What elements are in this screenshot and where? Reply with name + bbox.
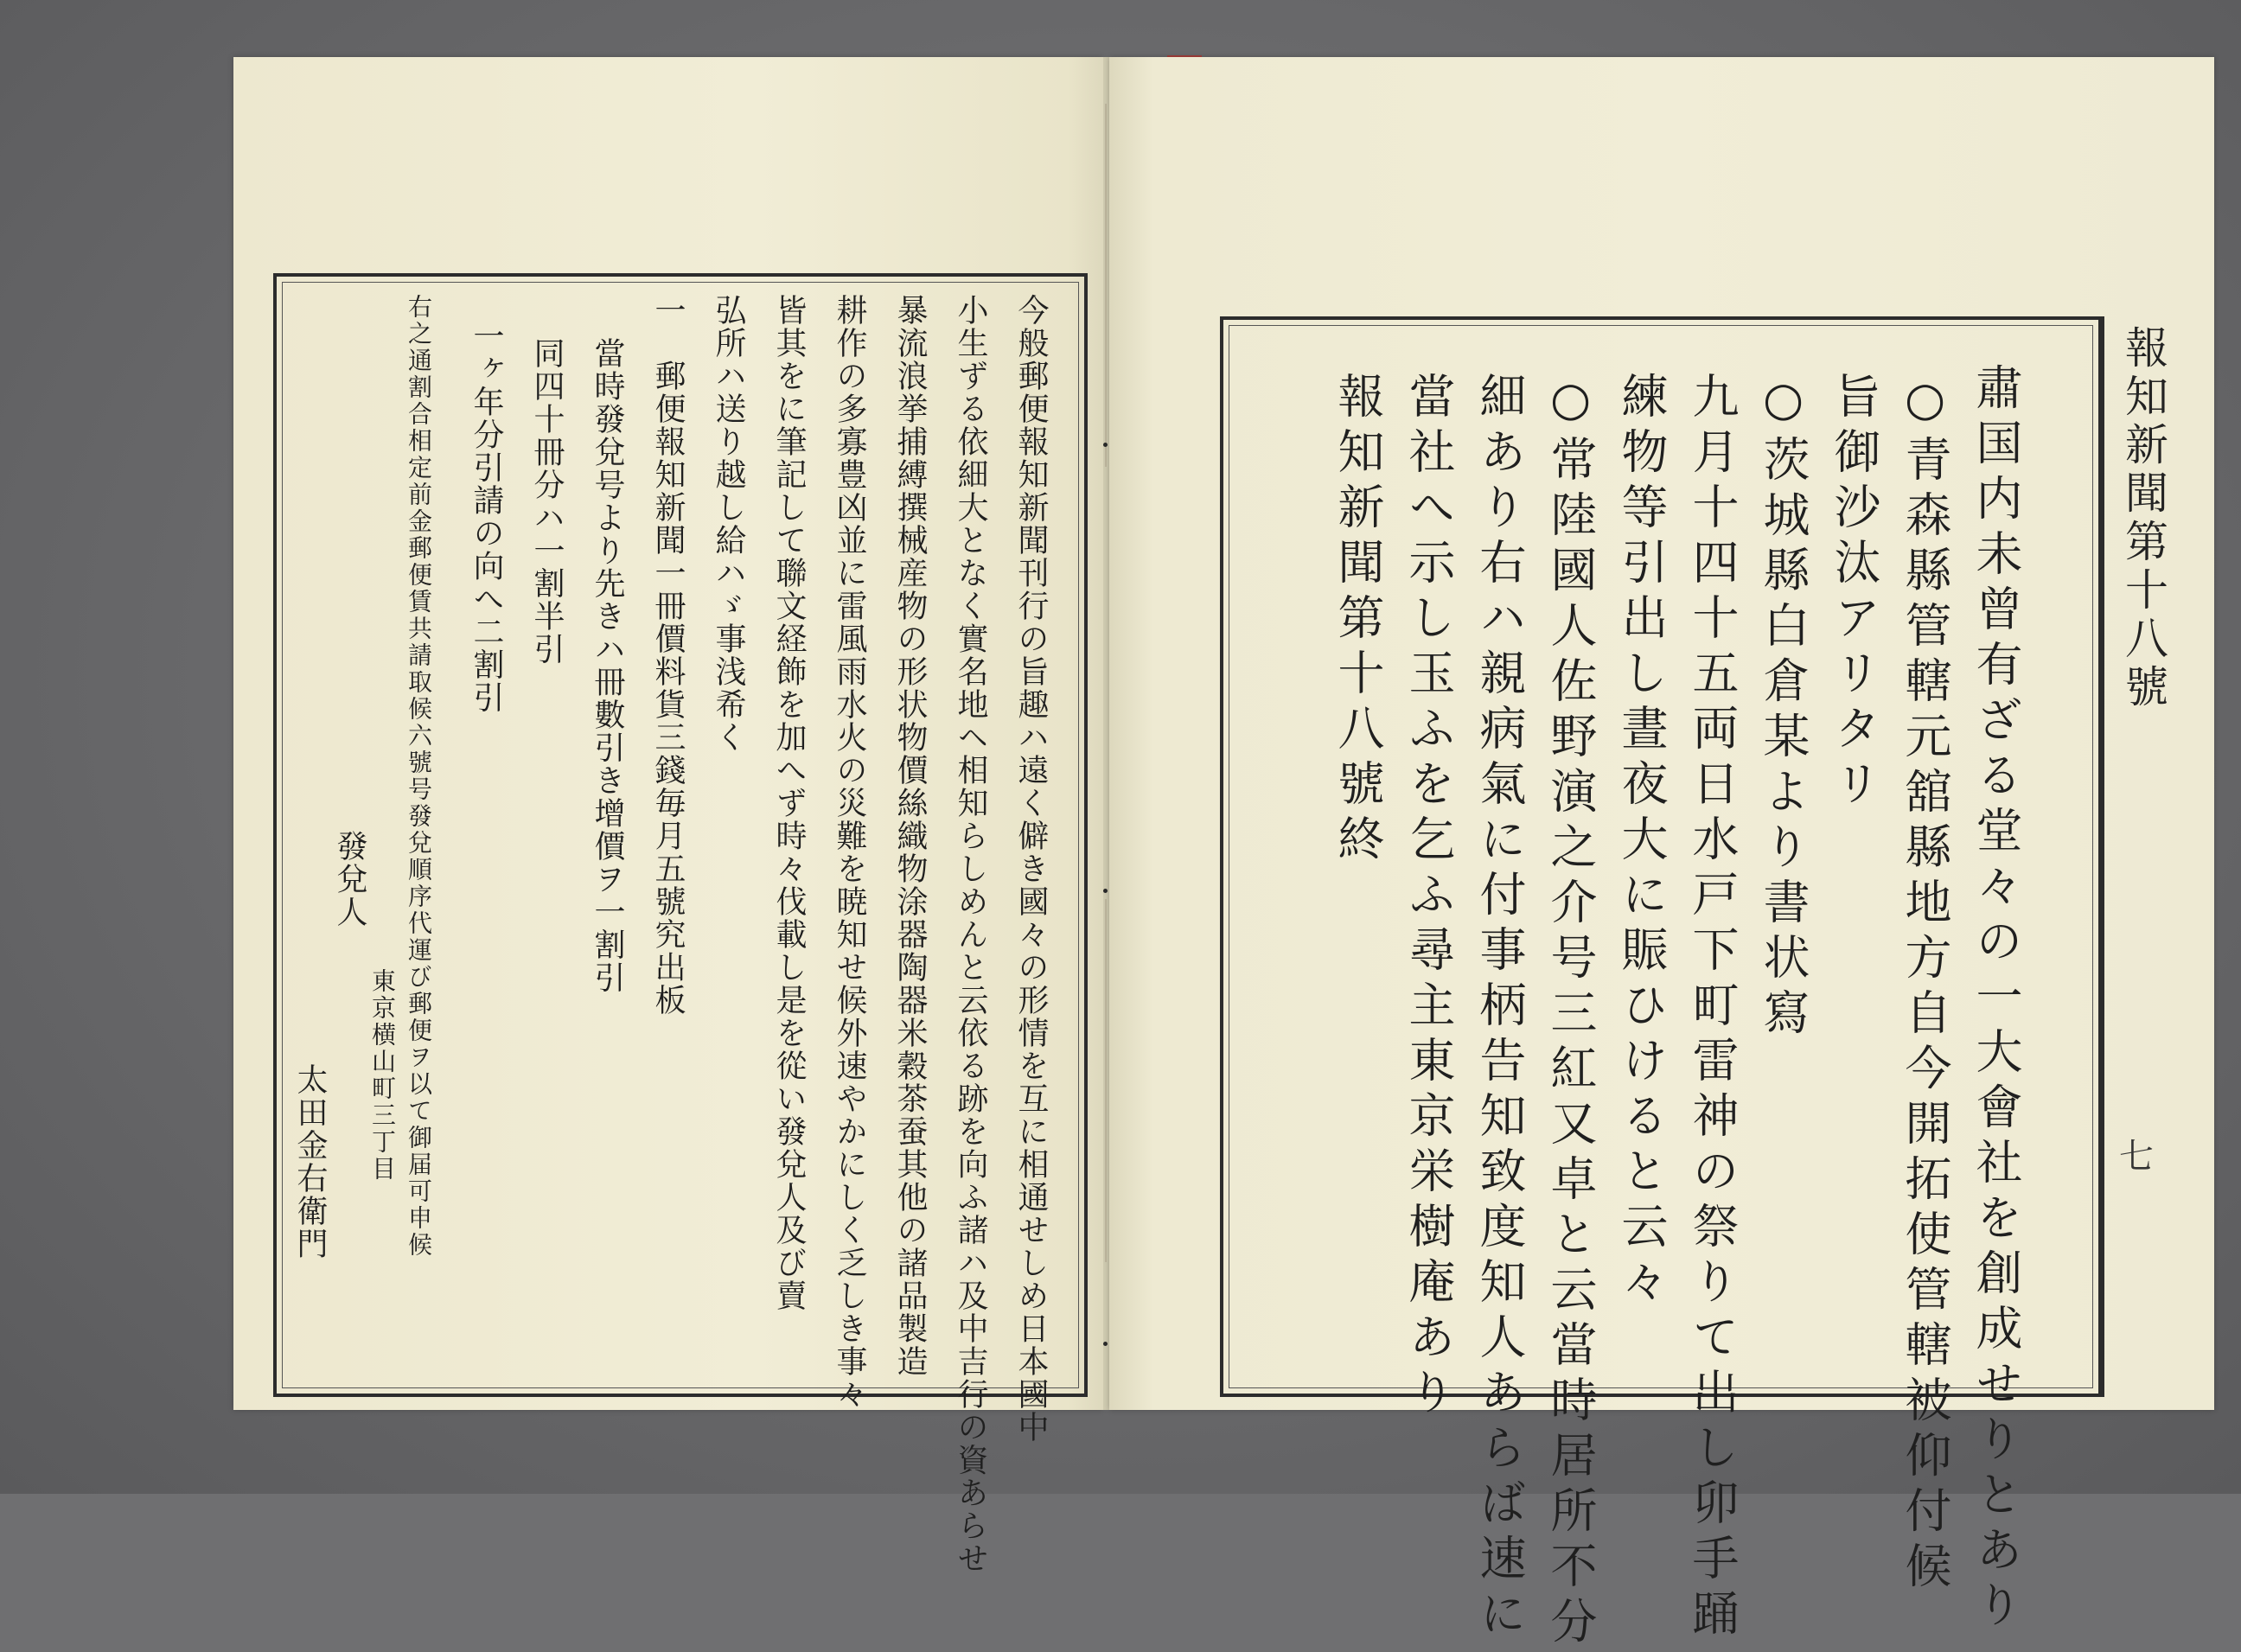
stitch-hole-2 [1103, 889, 1108, 893]
right-column-10: 報知新聞第十八號終 [1331, 372, 1385, 870]
stitch-hole-3 [1103, 1342, 1108, 1346]
left-text-frame [273, 273, 1088, 1575]
publisher-address: 東京横山町三丁目 [368, 968, 397, 1183]
binding-thread-top [1105, 104, 1107, 467]
right-column-7: ○常陸國人佐野演之介号三紅又卓と云當時居所不分 [1543, 372, 1598, 1652]
left-page [233, 57, 1103, 1575]
binding-thread-bottom [1105, 899, 1107, 1262]
right-column-3: 旨御沙汰アリタリ [1827, 372, 1881, 814]
left-column-4: 耕作の多寡豊凶並に雷風雨水火の災難を暁知せ候外速やかにしく乏しき事々 [832, 294, 867, 1411]
left-column-1: 今般郵便報知新聞刊行の旨趣ハ遠く僻き國々の形情を互に相通せしめ日本國中 [1013, 294, 1049, 1444]
right-column-1: 肅国内未曾有ざる堂々の一大會社を創成せりとあり [1969, 363, 2023, 1636]
left-column-11: 右之通割合相定前金郵便賃共請取候六號号發兌順序代運び郵便ヲ以て御届可申候 [405, 294, 433, 1259]
left-column-7: 一 郵便報知新聞一冊價料貨三錢毎月五號究出板 [650, 294, 686, 1017]
publisher-name: 太田金右衛門 [292, 1063, 328, 1260]
right-column-6: 練物等引出し晝夜大に賑ひけると云々 [1614, 372, 1669, 1312]
right-column-8: 細あり右ハ親病氣に付事柄告知致度知人あらば速に [1472, 372, 1527, 1644]
left-column-6: 弘所ハ送り越し給ハゞ事浅希く [711, 294, 746, 754]
right-column-4: ○茨城縣白倉某より書状寫 [1756, 372, 1810, 1043]
left-column-10: 一ヶ年分引請の向へ二割引 [469, 320, 504, 714]
right-column-5: 九月十四十五両日水戸下町雷神の祭りて出し卯手踊 [1685, 372, 1740, 1644]
side-header-rule [2102, 316, 2104, 1397]
right-text-frame [1220, 316, 2102, 1652]
left-column-5: 皆其をに筆記して聯文経飾を加へず時々伐載し是を從い發兌人及び賣 [771, 294, 807, 1312]
right-column-9: 當社へ示し玉ふを乞ふ尋主東京栄樹庵あり [1401, 372, 1456, 1423]
left-column-9: 同四十冊分ハ一割半引 [529, 337, 565, 666]
right-column-2: ○青森縣管轄元舘縣地方自今開拓使管轄被仰付候 [1898, 372, 1952, 1597]
stitch-hole-1 [1103, 443, 1108, 447]
left-column-8: 當時發兌号より先きハ冊數引き增價ヲ一割引 [590, 337, 625, 994]
folio-page-number: 七 [2119, 1137, 2154, 1177]
right-page [1109, 57, 2214, 1652]
publisher-label: 發兌人 [332, 830, 367, 928]
left-column-3: 暴流浪挙捕縛撰械産物の形状物價絲織物涂器陶器米穀茶蚕其他の諸品製造 [892, 294, 928, 1378]
left-column-2: 小生ずる依細大となく實名地ヘ相知らしめんと云依る跡を向ふ諸ハ及中吉行の資あらせ [953, 294, 988, 1575]
side-header-title: 報知新聞第十八號 [2118, 325, 2168, 712]
